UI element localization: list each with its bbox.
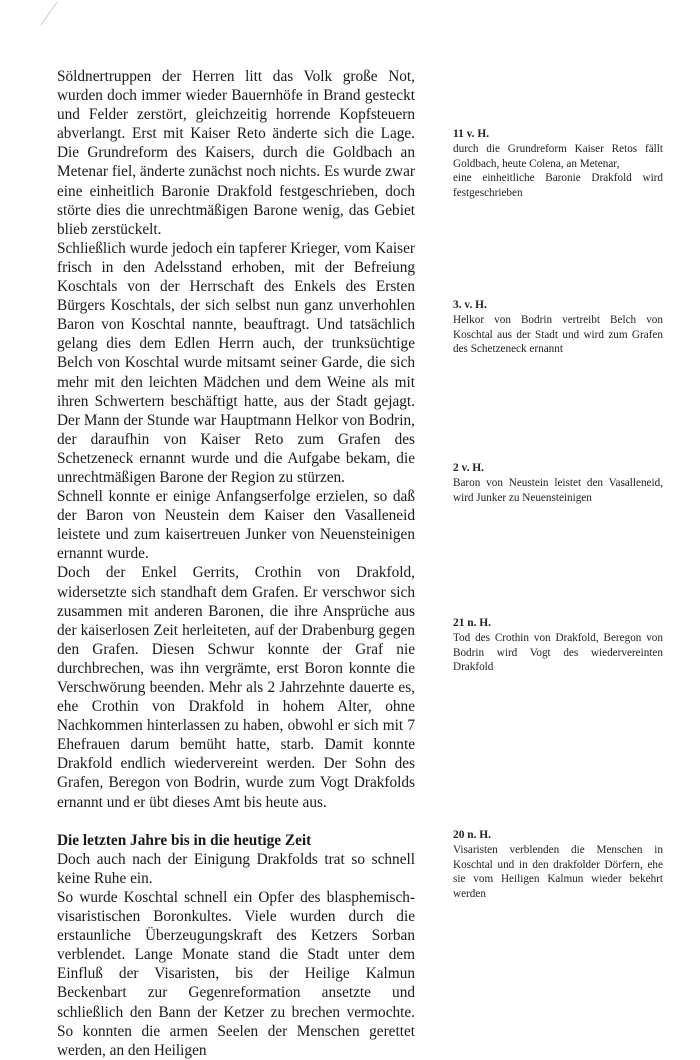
paragraph: So wurde Koschtal schnell ein Opfer des blasphemisch-visaristischen Boronkultes. Viele wurden durch die erstaunliche Überzeugungskraft des Ketzers Sorban verblendet. Lange Monate stand die Stadt unter dem Einfluß der Visaristen, bis der Heilige Kalmun Beckenbart zur Gegenreformation ansetzte und schließlich den Bann der Ketzer zu brechen vermochte. So konnten die armen Seelen der Menschen gerettet werden, an den Heiligen bbox=[57, 888, 415, 1059]
paragraph: Doch der Enkel Gerrits, Crothin von Drakfold, widersetzte sich standhaft dem Grafen. Er verschwor sich zusammen mit anderen Baronen, die ihre Ansprüche aus der kaiserlosen Zeit herleiteten, auf der Drabenburg gegen den Grafen. Diesen Schwur konnte der Graf nie durchbrechen, was ihn vergrämte, erst Boron konnte die Verschwörung beenden. Mehr als 2 Jahrzehnte dauerte es, ehe Crothin von Drakfold in hohem Alter, ohne Nachkommen hinterlassen zu haben, obwohl er sich mit 7 Ehefrauen darum bemüht hatte, starb. Damit konnte Drakfold endlich wiedervereint werden. Der Sohn des Grafen, Beregon von Bodrin, wurde zum Vogt Drakfolds ernannt und er übt dieses Amt bis heute aus. bbox=[57, 564, 415, 811]
section-heading: Die letzten Jahre bis in die heutige Zeit bbox=[57, 831, 312, 849]
timeline-note bbox=[453, 298, 663, 357]
timeline-note bbox=[453, 127, 663, 201]
paragraph: Schließlich wurde jedoch ein tapferer Krieger, vom Kaiser frisch in den Adelsstand erhoben, mit der Befreiung Koschtals von der Herrschaft des Enkels des Ersten Bürgers Koschtals, der sich selbst nun ganz unverhohlen Baron von Koschtal nannte, beauftragt. Und tatsächlich gelang dies dem Edlen Herrn auch, der trunksüchtige Belch von Koschtal wurde mitsamt seiner Garde, die sich mehr mit den leichten Mädchen und dem Weine als mit ihren Schwertern beschäftigt hatte, aus der Stadt gejagt. Der Mann der Stunde war Hauptmann Helkor von Bodrin, der daraufhin von Kaiser Reto zum Grafen des Schetzeneck ernannt wurde und die Aufgabe bekam, die unrechtmäßigen Barone der Region zu stürzen. bbox=[57, 239, 415, 486]
timeline-note bbox=[453, 828, 663, 902]
timeline-date: 11 v. H. bbox=[453, 128, 490, 140]
timeline-note bbox=[453, 616, 663, 675]
section-spacer bbox=[57, 812, 415, 831]
paragraph: Schnell konnte er einige Anfangserfolge erzielen, so daß der Baron von Neustein dem Kaiser den Vasalleneid leistete und zum kaisertreuen Junker von Neuensteinigen ernannt wurde. bbox=[57, 488, 415, 563]
timeline-note bbox=[453, 461, 663, 505]
timeline-text: durch die Grundreform Kaiser Retos fällt Goldbach, heute Colena, an Metenar, bbox=[453, 142, 663, 170]
timeline-text: eine einheitliche Baronie Drakfold wird festgeschrieben bbox=[453, 172, 663, 200]
main-text-column bbox=[57, 67, 415, 1060]
paragraph: Söldnertruppen der Herren litt das Volk große Not, wurden doch immer wieder Bauernhöfe in Brand gesteckt und Felder zerstört, gleichzeitig horrende Kopfsteuern abverlangt. Erst mit Kaiser Reto änderte sich die Lage. Die Grundreform des Kaisers, durch die Goldbach an Metenar fiel, änderte zunächst noch nichts. Es wurde zwar eine einheitlich Baronie Drakfold festgeschrieben, doch störte dies die unrechtmäßigen Barone wenig, das Gebiet blieb zerstückelt. bbox=[57, 68, 415, 238]
timeline-text: Baron von Neustein leistet den Vasalleneid, wird Junker zu Neuensteinigen bbox=[453, 476, 663, 504]
timeline-date: 21 n. H. bbox=[453, 617, 491, 629]
timeline-text: Helkor von Bodrin vertreibt Belch von Koschtal aus der Stadt und wird zum Grafen des Schetzeneck ernannt bbox=[453, 313, 663, 356]
timeline-text: Visaristen verblenden die Menschen in Koschtal und in den drakfolder Dörfern, ehe sie vom Heiligen Kalmun wieder bekehrt werden bbox=[453, 843, 663, 901]
pen-scratch-mark bbox=[40, 2, 58, 26]
timeline-date: 2 v. H. bbox=[453, 462, 485, 474]
timeline-date: 20 n. H. bbox=[453, 829, 491, 841]
paragraph: Doch auch nach der Einigung Drakfolds trat so schnell keine Ruhe ein. bbox=[57, 850, 415, 887]
timeline-date: 3. v. H. bbox=[453, 299, 487, 311]
timeline-text: Tod des Crothin von Drakfold, Beregon von Bodrin wird Vogt des wiedervereinten Drakfold bbox=[453, 631, 663, 674]
